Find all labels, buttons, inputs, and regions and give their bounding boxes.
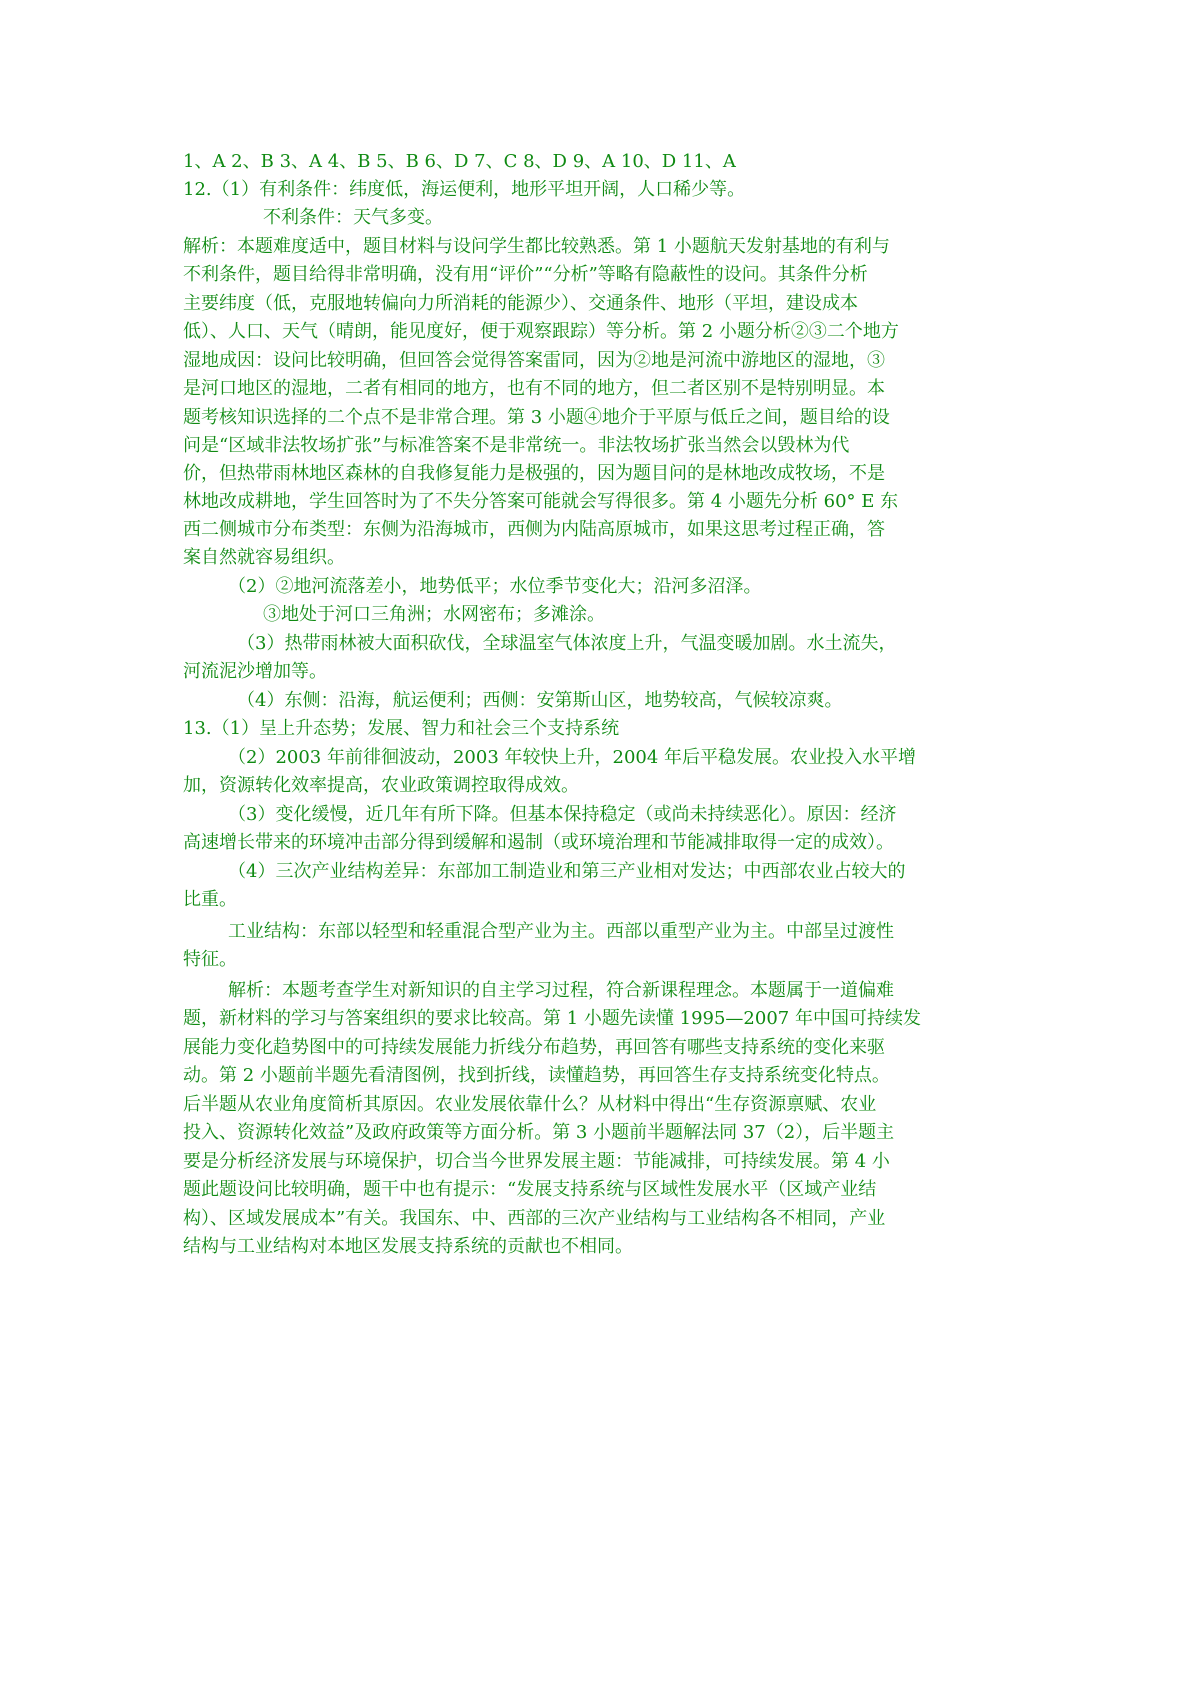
q13-part4-line: （4）三次产业结构差异：东部加工制造业和第三产业相对发达；中西部农业占较大的 <box>228 861 906 882</box>
q12-part4-line: （4）东侧：沿海，航运便利；西侧：安第斯山区，地势较高，气候较凉爽。 <box>237 690 843 711</box>
q12-analysis-line: 西二侧城市分布类型：东侧为沿海城市，西侧为内陆高原城市，如果这思考过程正确，答 <box>183 519 885 540</box>
q13-analysis-line: 构）、区域发展成本”有关。我国东、中、西部的三次产业结构与工业结构各不相同，产业 <box>183 1208 886 1229</box>
q12-part2-line: ③地处于河口三角洲；水网密布；多滩涂。 <box>263 604 605 625</box>
q12-analysis-line: 不利条件，题目给得非常明确，没有用“评价”“分析”等略有隐蔽性的设问。其条件分析 <box>183 264 868 285</box>
q13-part3-line: （3）变化缓慢，近几年有所下降。但基本保持稳定（或尚未持续恶化）。原因：经济 <box>228 804 897 825</box>
q13-part1-line: 13.（1）呈上升态势；发展、智力和社会三个支持系统 <box>183 718 620 739</box>
q13-part4-line: 比重。 <box>183 889 237 910</box>
q12-analysis-line: 价，但热带雨林地区森林的自我修复能力是极强的，因为题目问的是林地改成牧场，不是 <box>183 463 885 484</box>
q12-analysis-line: 题考核知识选择的二个点不是非常合理。第 3 小题④地介于平原与低丘之间，题目给的设 <box>183 407 890 428</box>
q13-analysis-line: 动。第 2 小题前半题先看清图例，找到折线，读懂趋势，再回答生存支持系统变化特点。 <box>183 1065 890 1086</box>
q13-industry-line: 特征。 <box>183 949 237 970</box>
q13-analysis-line: 后半题从农业角度简析其原因。农业发展依靠什么？从材料中得出“生存资源禀赋、农业 <box>183 1094 877 1115</box>
q13-analysis-line: 展能力变化趋势图中的可持续发展能力折线分布趋势，再回答有哪些支持系统的变化来驱 <box>183 1037 885 1058</box>
q12-analysis-line: 是河口地区的湿地，二者有相同的地方，也有不同的地方，但二者区别不是特别明显。本 <box>183 378 885 399</box>
q12-part1-favorable: 12.（1）有利条件：纬度低，海运便利，地形平坦开阔，人口稀少等。 <box>183 179 746 200</box>
q12-part1-unfavorable: 不利条件：天气多变。 <box>263 207 443 228</box>
q12-part3-line: （3）热带雨林被大面积砍伐，全球温室气体浓度上升，气温变暖加剧。水土流失， <box>237 633 897 654</box>
q13-analysis-line: 解析：本题考查学生对新知识的自主学习过程，符合新课程理念。本题属于一道偏难 <box>228 980 894 1001</box>
q13-part2-line: 加，资源转化效率提高，农业政策调控取得成效。 <box>183 775 579 796</box>
q12-analysis-line: 林地改成耕地，学生回答时为了不失分答案可能就会写得很多。第 4 小题先分析 60° E 东 <box>183 491 899 512</box>
q13-analysis-line: 投入、资源转化效益”及政府政策等方面分析。第 3 小题前半题解法同 37（2），后半题主 <box>183 1122 895 1143</box>
answer-key-line: 1、A 2、B 3、A 4、B 5、B 6、D 7、C 8、D 9、A 10、D 11、A <box>183 151 736 172</box>
q12-analysis-line: 主要纬度（低，克服地转偏向力所消耗的能源少）、交通条件、地形（平坦，建设成本 <box>183 293 858 314</box>
q13-part3-line: 高速增长带来的环境冲击部分得到缓解和遏制（或环境治理和节能减排取得一定的成效）。 <box>183 832 894 853</box>
q13-industry-line: 工业结构：东部以轻型和轻重混合型产业为主。西部以重型产业为主。中部呈过渡性 <box>228 921 894 942</box>
q12-analysis-line: 低）、人口、天气（晴朗，能见度好，便于观察跟踪）等分析。第 2 小题分析②③二个地方 <box>183 321 899 342</box>
q12-analysis-line: 湿地成因：设问比较明确，但回答会觉得答案雷同，因为②地是河流中游地区的湿地，③ <box>183 350 885 371</box>
q13-analysis-line: 结构与工业结构对本地区发展支持系统的贡献也不相同。 <box>183 1236 633 1257</box>
q13-analysis-line: 要是分析经济发展与环境保护，切合当今世界发展主题：节能减排，可持续发展。第 4 小 <box>183 1151 890 1172</box>
q12-analysis-line: 问是“区域非法牧场扩张”与标准答案不是非常统一。非法牧场扩张当然会以毁林为代 <box>183 435 850 456</box>
q12-part2-line: （2）②地河流落差小，地势低平；水位季节变化大；沿河多沼泽。 <box>228 576 762 597</box>
q13-part2-line: （2）2003 年前徘徊波动，2003 年较快上升，2004 年后平稳发展。农业投入水平增 <box>228 747 917 768</box>
q12-analysis-line: 解析：本题难度适中，题目材料与设问学生都比较熟悉。第 1 小题航天发射基地的有利与 <box>183 236 890 257</box>
q12-part3-line: 河流泥沙增加等。 <box>183 661 327 682</box>
q13-analysis-line: 题此题设问比较明确，题干中也有提示：“发展支持系统与区域性发展水平（区域产业结 <box>183 1179 877 1200</box>
q12-analysis-line: 案自然就容易组织。 <box>183 547 345 568</box>
q13-analysis-line: 题，新材料的学习与答案组织的要求比较高。第 1 小题先读懂 1995—2007 年中国可持续发 <box>183 1008 921 1029</box>
